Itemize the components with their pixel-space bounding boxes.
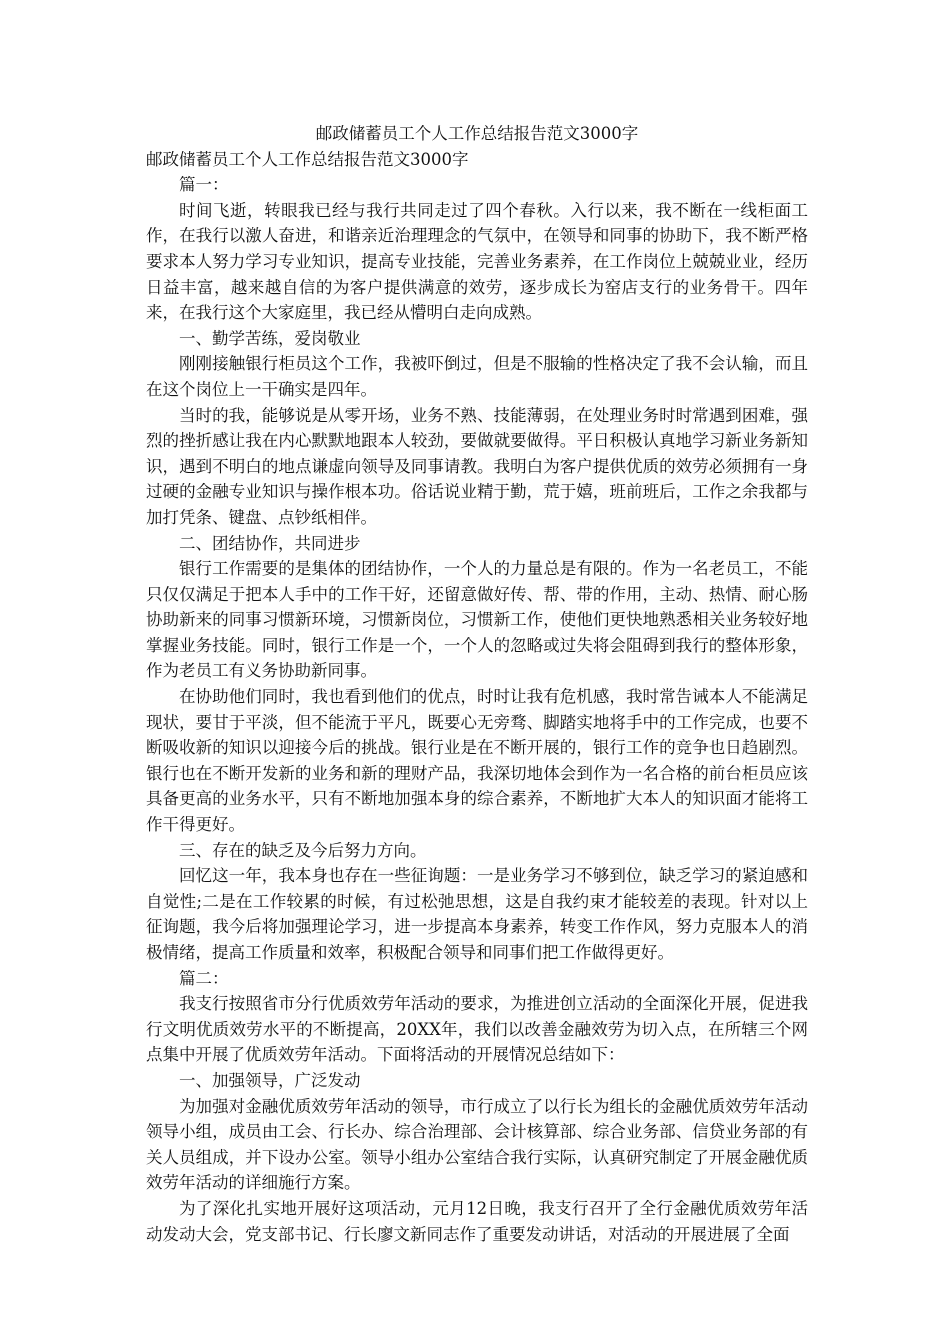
document-title: 邮政储蓄员工个人工作总结报告范文3000字 bbox=[315, 124, 639, 143]
document-subtitle: 邮政储蓄员工个人工作总结报告范文3000字 bbox=[146, 149, 469, 169]
paragraph: 时间飞逝，转眼我已经与我行共同走过了四个春秋。入行以来，我不断在一线柜面工作，在我行以激人奋进，和谐亲近治理理念的气氛中，在领导和同事的协助下，我不断严格要求本人努力学习专业知识，提高专业技能，完善业务素养，在工作岗位上兢兢业业，经历日益丰富，越来越自信的为客户提供满意的效劳，逐步成长为窑店支行的业务骨干。四年来，在我行这个大家庭里，我已经从懵明白走向成熟。 bbox=[146, 200, 808, 323]
paragraph: 为加强对金融优质效劳年活动的领导，市行成立了以行长为组长的金融优质效劳年活动领导小组，成员由工会、行长办、综合治理部、会计核算部、综合业务部、信贷业务部的有关人员组成，并下设办公室。领导小组办公室结合我行实际，认真研究制定了开展金融优质效劳年活动的详细施行方案。 bbox=[146, 1096, 808, 1193]
paragraph-part2-heading: 篇二： bbox=[179, 968, 229, 988]
paragraph: 当时的我，能够说是从零开场，业务不熟、技能薄弱，在处理业务时时常遇到困难，强烈的挫折感让我在内心默默地跟本人较劲，要做就要做得。平日积极认真地学习新业务新知识，遇到不明白的地点谦虚向领导及同事请教。我明白为客户提供优质的效劳必须拥有一身过硬的金融专业知识与操作根本功。俗话说业精于勤，荒于嬉，班前班后，工作之余我都与加打凭条、键盘、点钞纸相伴。 bbox=[146, 405, 808, 527]
section-heading: 二、团结协作，共同进步 bbox=[179, 533, 361, 553]
paragraph: 在协助他们同时，我也看到他们的优点，时时让我有危机感，我时常告诫本人不能满足现状，要甘于平淡，但不能流于平凡，既要心无旁骛、脚踏实地将手中的工作完成，也要不断吸收新的知识以迎接今后的挑战。银行业是在不断开展的，银行工作的竞争也日趋剧烈。银行也在不断开发新的业务和新的理财产品，我深切地体会到作为一名合格的前台柜员应该具备更高的业务水平，只有不断地加强本身的综合素养，不断地扩大本人的知识面才能将工作干得更好。 bbox=[146, 687, 808, 835]
paragraph: 我支行按照省市分行优质效劳年活动的要求，为推进创立活动的全面深化开展，促进我行文明优质效劳水平的不断提高，20XX年，我们以改善金融效劳为切入点，在所辖三个网点集中开展了优质效劳年活动。下面将活动的开展情况总结如下： bbox=[146, 994, 808, 1065]
section-heading: 一、勤学苦练，爱岗敬业 bbox=[179, 328, 361, 348]
section-heading: 三、存在的缺乏及今后努力方向。 bbox=[179, 840, 427, 860]
document-page bbox=[146, 121, 808, 1247]
paragraph-part1-heading: 篇一： bbox=[179, 175, 229, 195]
paragraph: 回忆这一年，我本身也存在一些征询题：一是业务学习不够到位，缺乏学习的紧迫感和自觉性;二是在工作较累的时候，有过松弛思想，这是自我约束才能较差的表现。针对以上征询题，我今后将加强理论学习，进一步提高本身素养，转变工作作风，努力克服本人的消极情绪，提高工作质量和效率，积极配合领导和同事们把工作做得更好。 bbox=[146, 866, 808, 962]
paragraph: 为了深化扎实地开展好这项活动，元月12日晚，我支行召开了全行金融优质效劳年活动发动大会，党支部书记、行长廖文新同志作了重要发动讲话，对活动的开展进展了全面 bbox=[146, 1198, 808, 1244]
paragraph: 刚刚接触银行柜员这个工作，我被吓倒过，但是不服输的性格决定了我不会认输，而且在这个岗位上一干确实是四年。 bbox=[146, 354, 808, 399]
paragraph: 银行工作需要的是集体的团结协作，一个人的力量总是有限的。作为一名老员工，不能只仅仅满足于把本人手中的工作干好，还留意做好传、帮、带的作用，主动、热情、耐心肠协助新来的同事习惯新环境，习惯新岗位，习惯新工作，使他们更快地熟悉相关业务较好地掌握业务技能。同时，银行工作是一个，一个人的忽略或过失将会阻碍到我行的整体形象，作为老员工有义务协助新同事。 bbox=[146, 559, 808, 681]
section-heading: 一、加强领导，广泛发动 bbox=[179, 1070, 361, 1090]
